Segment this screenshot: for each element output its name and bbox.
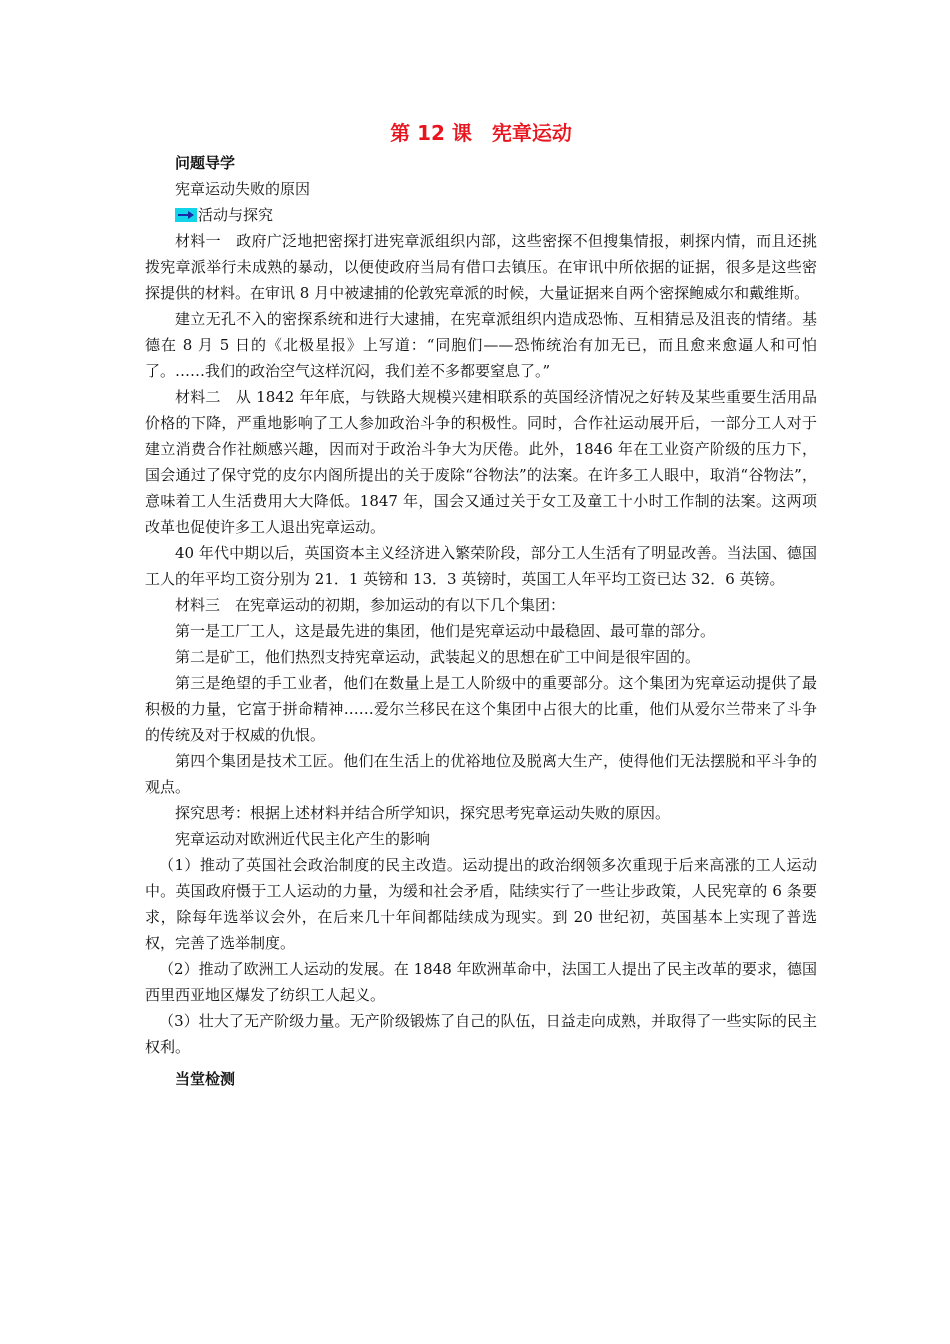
document-page — [145, 118, 817, 1092]
topic-heading: 宪章运动对欧洲近代民主化产生的影响 — [175, 830, 431, 848]
section-heading-guide: 问题导学 — [175, 154, 236, 172]
paragraph: 第三是绝望的手工业者，他们在数量上是工人阶级中的重要部分。这个集团为宪章运动提供了最积极的力量，它富于拼命精神……爱尔兰移民在这个集团中占很大的比重，他们从爱尔兰带来了斗争的传统及对于权威的仇恨。 — [145, 674, 817, 744]
topic-heading: 宪章运动失败的原因 — [175, 180, 311, 198]
list-item: （2）推动了欧洲工人运动的发展。在 1848 年欧洲革命中，法国工人提出了民主改革的要求，德国西里西亚地区爆发了纺织工人起义。 — [145, 960, 817, 1004]
list-item: （3）壮大了无产阶级力量。无产阶级锻炼了自己的队伍，日益走向成熟，并取得了一些实际的民主权利。 — [145, 1012, 817, 1056]
paragraph: 材料三 在宪章运动的初期，参加运动的有以下几个集团： — [175, 596, 566, 614]
paragraph: 材料一 政府广泛地把密探打进宪章派组织内部，这些密探不但搜集情报，刺探内情，而且还挑拨宪章派举行未成熟的暴动，以便使政府当局有借口去镇压。在审讯中所依据的证据，很多是这些密探提供的材料。在审讯 8 月中被逮捕的伦敦宪章派的时候，大量证据来自两个密探鲍威尔和戴维斯。 — [145, 232, 817, 302]
activity-heading — [145, 202, 817, 228]
paragraph: 探究思考：根据上述材料并结合所学知识，探究思考宪章运动失败的原因。 — [175, 804, 671, 822]
paragraph: 第四个集团是技术工匠。他们在生活上的优裕地位及脱离大生产，使得他们无法摆脱和平斗争的观点。 — [145, 752, 817, 796]
arrow-icon — [175, 208, 197, 222]
section-heading-check: 当堂检测 — [175, 1070, 236, 1088]
list-item: （1）推动了英国社会政治制度的民主改造。运动提出的政治纲领多次重现于后来高涨的工人运动中。英国政府慑于工人运动的力量，为缓和社会矛盾，陆续实行了一些让步政策，人民宪章的 6 条要求，除每年选举议会外，在后来几十年间都陆续成为现实。到 20 世纪初，英国基本上实现了普选权，完善了选举制度。 — [145, 856, 817, 952]
lesson-title: 第 12 课 宪章运动 — [390, 121, 572, 145]
paragraph: 第一是工厂工人，这是最先进的集团，他们是宪章运动中最稳固、最可靠的部分。 — [175, 622, 716, 640]
paragraph: 材料二 从 1842 年年底，与铁路大规模兴建相联系的英国经济情况之好转及某些重要生活用品价格的下降，严重地影响了工人参加政治斗争的积极性。同时，合作社运动展开后，一部分工人对于建立消费合作社颇感兴趣，因而对于政治斗争大为厌倦。此外，1846 年在工业资产阶级的压力下，国会通过了保守党的皮尔内阁所提出的关于废除“谷物法”的法案。在许多工人眼中，取消“谷物法”，意味着工人生活费用大大降低。1847 年，国会又通过关于女工及童工十小时工作制的法案。这两项改革也促使许多工人退出宪章运动。 — [145, 388, 817, 536]
activity-label: 活动与探究 — [198, 206, 274, 224]
paragraph: 40 年代中期以后，英国资本主义经济进入繁荣阶段，部分工人生活有了明显改善。当法国、德国工人的年平均工资分别为 21．1 英镑和 13．3 英镑时，英国工人年平均工资已达 32．6 英镑。 — [145, 544, 817, 588]
paragraph: 建立无孔不入的密探系统和进行大逮捕，在宪章派组织内造成恐怖、互相猜忌及沮丧的情绪。基德在 8 月 5 日的《北极星报》上写道：“同胞们——恐怖统治有加无已，而且愈来愈逼人和可怕了。……我们的政治空气这样沉闷，我们差不多都要窒息了。” — [145, 310, 817, 380]
paragraph: 第二是矿工，他们热烈支持宪章运动，武装起义的思想在矿工中间是很牢固的。 — [175, 648, 701, 666]
